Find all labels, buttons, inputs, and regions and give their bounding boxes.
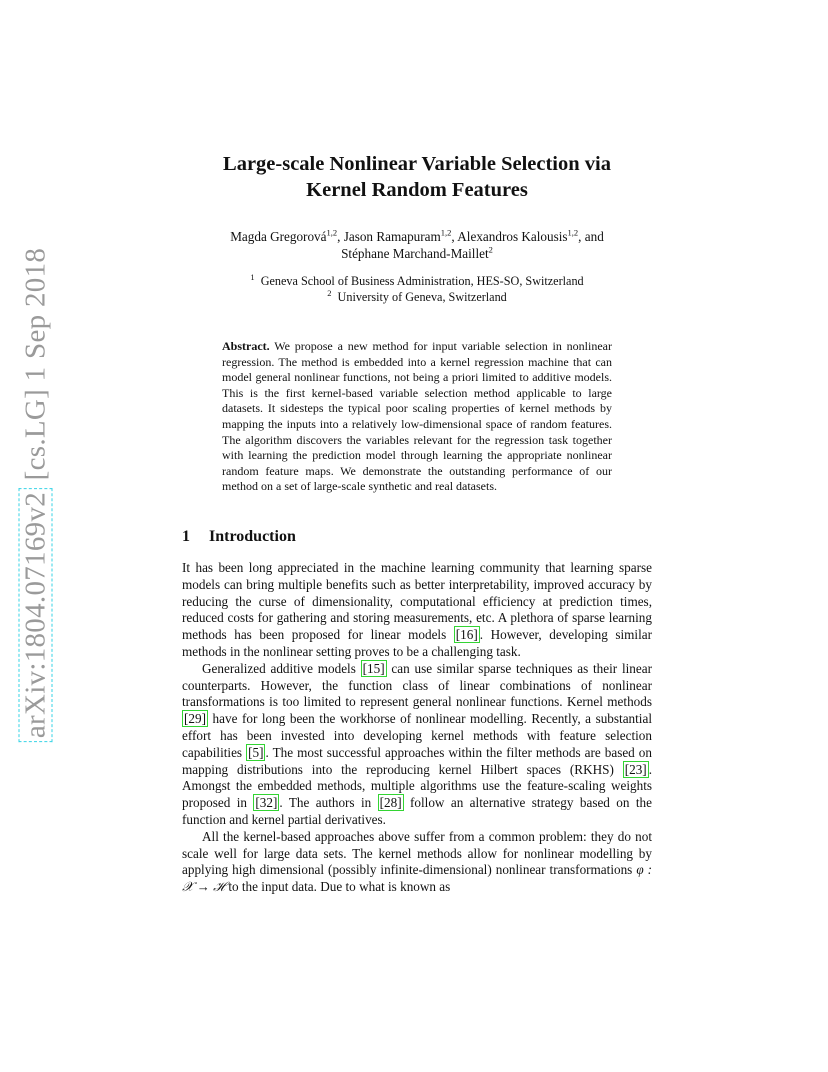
author-name: Stéphane Marchand-Maillet <box>341 246 489 261</box>
citation-link[interactable]: [23] <box>624 761 647 777</box>
paragraph-text: to the input data. Due to what is known as <box>225 879 451 895</box>
author-line-1 <box>182 228 652 245</box>
author-separator: , <box>451 229 458 244</box>
paragraph-text: It has been long appreciated in the machine learning community that learning sparse models can bring multiple benefits such as better interpretability, improved accuracy by reducing the curse of dimensionality, computational efficiency at prediction times, reduced costs for gathering and storing measurements, etc. A plethora of sparse learning methods has been proposed for linear models <box>182 560 652 643</box>
paragraph-text: . However, developing similar methods in the nonlinear setting proves to be a challenging task. <box>182 627 653 659</box>
arxiv-stamp <box>14 247 58 739</box>
author-affil-mark: 1,2 <box>326 227 338 238</box>
author-separator: , <box>337 229 344 244</box>
author-name: Magda Gregorová <box>230 229 327 244</box>
affiliation-item <box>182 289 652 305</box>
abstract-text: We propose a new method for input variable selection in nonlinear regression. The method is embedded into a kernel regression machine that can model general nonlinear functions, not being a priori limited to additive models. This is the first kernel-based variable selection method applicable to large datasets. It sidesteps the typical poor scaling properties of kernel methods by mapping the inputs into a relatively low-dimensional space of random features. The algorithm discovers the variables relevant for the regression task together with learning the prediction model through learning the appropriate nonlinear random feature maps. We demonstrate the outstanding performance of our method on a set of large-scale synthetic and real datasets. <box>222 339 612 494</box>
title-line-2: Kernel Random Features <box>306 179 528 201</box>
paragraph <box>182 661 652 829</box>
citation-link[interactable]: [32] <box>255 795 278 811</box>
paragraph <box>182 560 652 661</box>
math-expression: φ : 𝒳 → ℋ <box>182 862 652 895</box>
section-number: 1 <box>182 528 190 545</box>
paragraph-text: . Amongst the embedded methods, multiple algorithms use the feature-scaling weights proposed in <box>182 761 652 811</box>
section-heading <box>182 528 296 546</box>
abstract-label: Abstract. <box>222 339 270 353</box>
affiliation-item <box>182 273 652 289</box>
author-name: Alexandros Kalousis <box>457 229 568 244</box>
author-separator: , and <box>578 229 604 244</box>
citation-link[interactable]: [28] <box>379 795 402 811</box>
citation-link[interactable]: [16] <box>455 627 478 643</box>
affiliation-text: University of Geneva, Switzerland <box>337 290 507 304</box>
affiliation-text: Geneva School of Business Administration, HES-SO, Switzerland <box>260 274 584 288</box>
paragraph-text: follow an alternative strategy based on the function and kernel partial derivatives. <box>182 795 652 827</box>
author-affil-mark: 2 <box>488 244 493 255</box>
section-title: Introduction <box>209 528 296 545</box>
paragraph-text: All the kernel-based approaches above suffer from a common problem: they do not scale well for large data sets. The kernel methods allow for nonlinear modelling by applying high dimensional (possibly infinite-dimensional) nonlinear transformations <box>182 828 652 878</box>
affiliation-number: 1 <box>250 271 255 282</box>
author-affil-mark: 1,2 <box>440 227 452 238</box>
paragraph-text: . The most successful approaches within the filter methods are based on mapping distributions into the reproducing kernel Hilbert spaces (RKHS) <box>182 744 652 777</box>
arxiv-category: [cs.LG] <box>19 388 52 481</box>
abstract <box>222 339 612 495</box>
arxiv-id-link[interactable]: arXiv:1804.07169v2 <box>19 488 53 742</box>
citation-link[interactable]: [5] <box>248 744 264 760</box>
arxiv-stamp-text <box>20 248 53 742</box>
paragraph <box>182 829 652 896</box>
citation-link[interactable]: [29] <box>184 711 206 727</box>
paragraph-text: have for long been the workhorse of nonlinear modelling. Recently, a substantial effort has been invested into developing kernel methods with feature selection capabilities <box>182 711 652 760</box>
author-affil-mark: 1,2 <box>567 227 579 238</box>
citation-link[interactable]: [15] <box>362 660 385 676</box>
paper-title <box>182 151 652 203</box>
author-name: Jason Ramapuram <box>343 229 441 244</box>
affiliation-list <box>182 273 652 305</box>
affiliation-number: 2 <box>327 287 332 298</box>
arxiv-date: 1 Sep 2018 <box>19 247 52 382</box>
section-body <box>182 560 652 896</box>
paragraph-text: . The authors in <box>279 795 378 811</box>
paragraph-text: can use similar sparse techniques as their linear counterparts. However, the function class of linear combinations of nonlinear transformations is too limited to represent general nonlinear functions. Kernel methods <box>182 660 652 710</box>
title-line-1: Large-scale Nonlinear Variable Selection via <box>223 153 611 175</box>
author-line-2 <box>182 245 652 262</box>
author-list <box>182 228 652 262</box>
paragraph-text: Generalized additive models <box>202 660 361 676</box>
